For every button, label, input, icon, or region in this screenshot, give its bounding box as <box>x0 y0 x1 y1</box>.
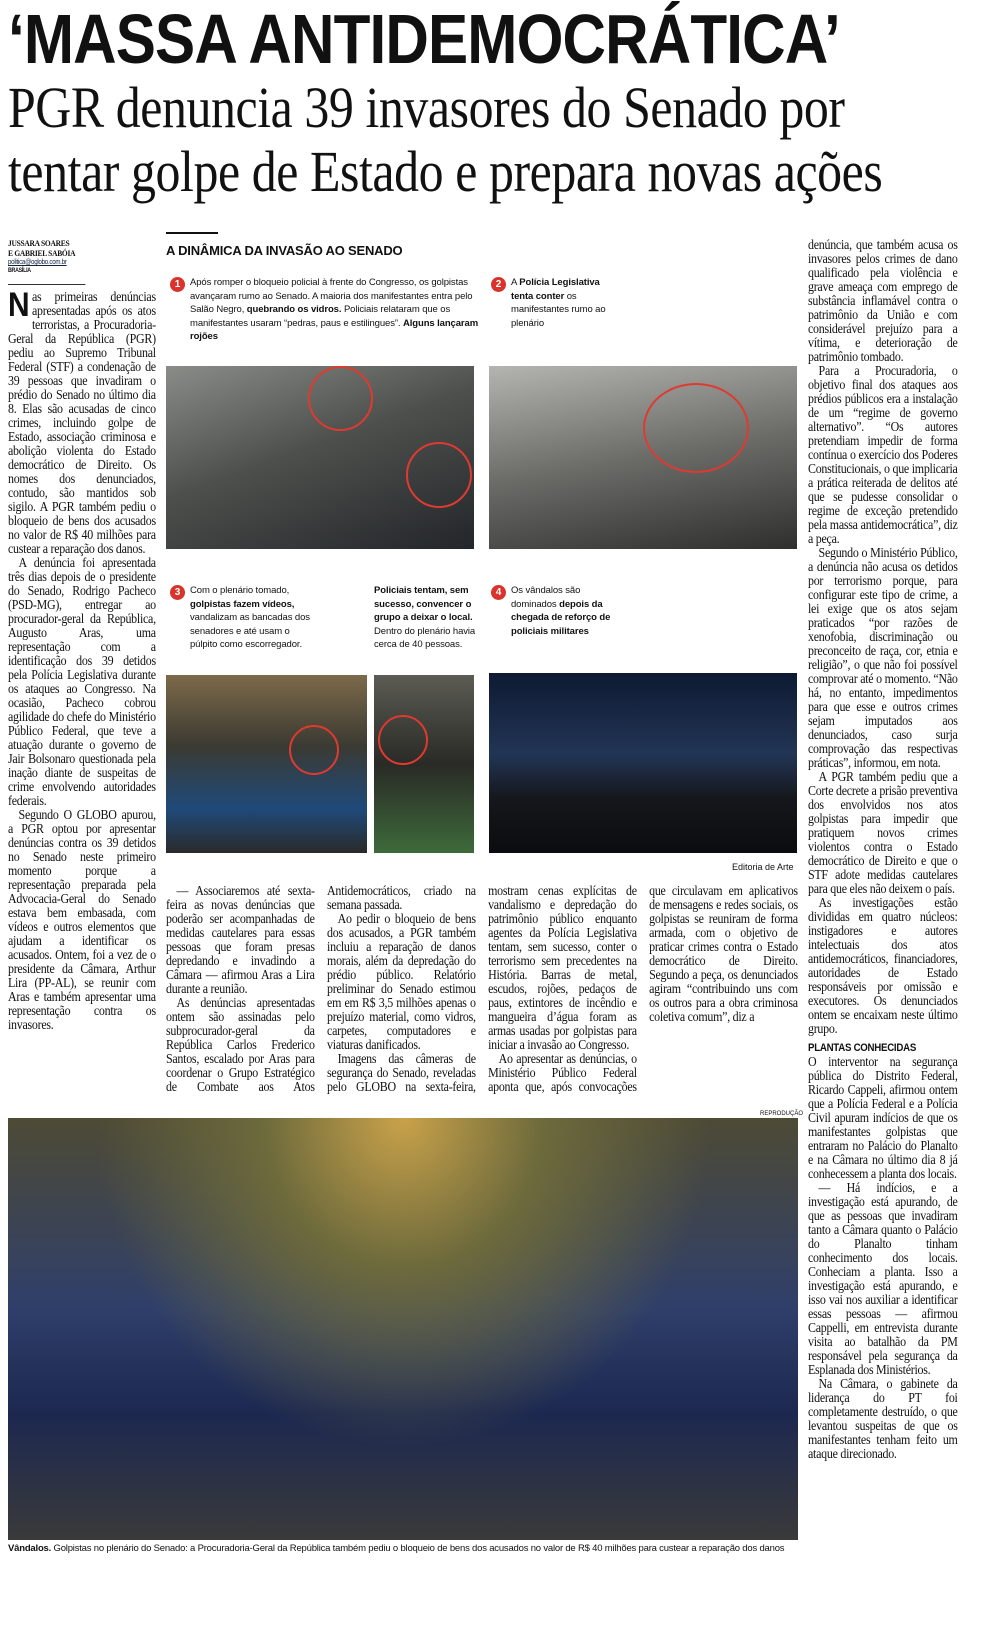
divider <box>8 284 85 285</box>
headline-line-2: tentar golpe de Estado e prepara novas ações <box>8 139 883 204</box>
text: os manifestantes rumo ao plenário <box>511 290 606 329</box>
police-negotiation-photo <box>374 675 474 853</box>
paragraph: Segundo o Ministério Público, a denúncia não acusa os detidos por terrorismo porque, para configurar este tipo de crime, a lei exige que os atos sejam praticados “por razões de xenofobia, discriminação ou preconceito de raça, cor, etnia e religião”, o que não foi possível comprovar até o momento. “Não há, no entanto, impedimentos para que esse e outros crimes sejam imputados aos denunciados, caso surja comprovação das respectivas práticas”, informou, em nota. <box>808 545 958 770</box>
photo-credit: REPRODUÇÃO <box>760 1111 804 1117</box>
article-column-1 <box>8 238 156 1032</box>
text: vandalizam as bancadas dos senadores e até usam o púlpito como escorregador. <box>190 612 310 650</box>
headline-line-1: PGR denuncia 39 invasores do Senado por <box>8 75 845 140</box>
paragraph: Imagens das câmeras de segurança do Senado, reveladas pelo GLOBO na sexta-feira, mostram cenas explícitas de vandalismo e depredação do patrimônio público enquanto agentes da Polícia Legislativa tentam, sem sucesso, conter o terrorismo sem precedentes na História. Barras de metal, escudos, rojões, pedaços de paus, extintores de incêndio e mangueira d’água foram as armas usadas por golpistas para iniciar a invasão ao Congresso. <box>327 883 637 1094</box>
text: depois da chegada de reforço de policiais militares <box>511 598 611 637</box>
step-4-text <box>511 584 621 638</box>
dateline: BRASÍLIA <box>8 268 31 274</box>
paragraph: As investigações estão divididas em quatro núcleos: instigadores e autores intelectuais dos atos antidemocráticos, financiadores, autoridades de Estado responsáveis por omissão e executores. Os denunciados ontem se encaixam neste último grupo. <box>808 895 958 1036</box>
article-columns-bottom <box>166 884 798 1094</box>
text: Alguns lançaram rojões <box>190 317 479 342</box>
paragraph <box>8 286 156 556</box>
paragraph: A denúncia foi apresentada três dias depois de o presidente do Senado, Rodrigo Pacheco (PSD-MG), entregar ao procurador-geral da República, Augusto Aras, uma representação com a identificação dos 39 detidos pela Polícia Legislativa durante os ataques ao Congresso. Na ocasião, Pacheco cobrou agilidade do chefe do Ministério Público Federal, que teve a atuação durante o governo de Jair Bolsonaro questionada pela inação diante de suspeitas de crime envolvendo autoridades federais. <box>8 555 156 808</box>
cctv-photo-police <box>489 366 797 549</box>
text: Os vândalos são dominados <box>511 585 581 610</box>
paragraph: Para a Procuradoria, o objetivo final dos ataques aos prédios públicos era a instalação de um “regime de governo alternativo”. “Os autores pretendiam impedir de forma contínua o exercício dos Poderes Constitucionais, o que implicaria a prática reiterada de delitos até que se pudesse consolidar o regime de exceção pretendido pela massa antidemocrática”, diz a peça. <box>808 363 958 546</box>
drop-cap: N <box>8 286 30 324</box>
cctv-photo-salao-negro <box>166 366 474 549</box>
paragraph: Ao pedir o bloqueio de bens dos acusados, a PGR também incluiu a reparação de danos morais, além da depredação do prédio público. Relatório preliminar do Senado estimou em em R$ 3,5 milhões apenas o prejuízo material, como vidros, carpetes, computadores e viaturas danificados. <box>327 911 476 1052</box>
step-number: 2 <box>491 277 506 292</box>
highlight-circle <box>308 366 373 431</box>
step-1-text <box>190 276 480 344</box>
caption-text: Golpistas no plenário do Senado: a Procuradoria-Geral da República também pediu o bloqueio de bens dos acusados no valor de R$ 40 milhões para custear a reparação dos danos <box>51 1543 785 1554</box>
author: JUSSARA SOARES <box>8 238 70 248</box>
paragraph: — Há indícios, e a investigação está apurando, de que as pessoas que invadiram tanto a Câmara quanto o Palácio do Planalto tinham conhecimento dos locais. Conheciam a planta. Isso a investigação está apurando, e isso vai nos auxiliar a identificar essas pessoas — afirmou Cappelli, em entrevista durante visita ao batalhão da PM responsável pela segurança da Esplanada dos Ministérios. <box>808 1180 958 1377</box>
paragraph: O interventor na segurança pública do Distrito Federal, Ricardo Cappeli, afirmou ontem que a Polícia Federal e a Polícia Civil apuram indícios de que os manifestantes golpistas que entraram no Palácio do Planalto e na Câmara no último dia 8 já conhecessem a planta dos locais. <box>808 1054 958 1181</box>
author: E GABRIEL SABÓIA <box>8 248 76 258</box>
photo-caption <box>8 1543 798 1555</box>
text: quebrando os vidros. <box>246 304 342 315</box>
step-2-text <box>511 276 611 330</box>
paragraph: denúncia, que também acusa os invasores pelos crimes de dano qualificado pela violência e grave ameaça com emprego de substância inflamável contra o patrimônio da União e com considerável prejuízo para a vítima, e deterioração de patrimônio tombado. <box>808 237 958 364</box>
text: Dentro do plenário havia cerca de 40 pessoas. <box>374 625 476 650</box>
highlight-circle <box>406 442 472 508</box>
highlight-circle <box>643 383 749 473</box>
paragraph: Segundo O GLOBO apurou, a PGR optou por apresentar denúncias contra os 39 detidos no Senado neste primeiro momento porque a representação preparada pela Advocacia-Geral do Senado estava bem embasada, com vídeos e outros elementos que ajudam a identificar os acusados. Ontem, foi a vez de o presidente da Câmara, Arthur Lira (PP-AL), se reunir com Aras e também apresentar uma representação contra os invasores. <box>8 807 156 1032</box>
subheading: PLANTAS CONHECIDAS <box>808 1042 917 1054</box>
caption-lead: Vândalos. <box>8 1543 52 1554</box>
byline <box>8 238 156 258</box>
divider <box>166 232 218 234</box>
plenary-photo <box>166 675 367 853</box>
text: Policiais tentam, sem sucesso, convencer o grupo a deixar o local. <box>374 585 473 623</box>
text: golpistas fazem vídeos, <box>190 598 295 610</box>
kicker-headline: ‘MASSA ANTIDEMOCRÁTICA’ <box>8 0 840 78</box>
military-police-photo <box>489 673 797 853</box>
text: A <box>511 277 520 288</box>
senate-plenary-main-photo <box>8 1118 798 1540</box>
infographic-title: A DINÂMICA DA INVASÃO AO SENADO <box>166 243 403 258</box>
paragraph: A PGR também pediu que a Corte decrete a prisão preventiva dos envolvidos nos atos golpistas para impedir que pratiquem novos crimes violentos contra o Estado democrático de Direito e que o STF adote medidas cautelares para que eles não deixem o país. <box>808 769 958 896</box>
paragraph: As denúncias apresentadas ontem são assinadas pelo subprocurador-geral da República Carlos Frederico Santos, escalado por Aras para coordenar o Grupo Estratégico de Combate aos Atos Antidemocráticos, criado na semana passada. <box>166 883 476 1094</box>
step-number: 3 <box>170 585 185 600</box>
text: Polícia Legislativa tenta conter <box>511 277 600 302</box>
infographic-credit: Editoria de Arte <box>732 862 794 872</box>
text: Com o plenário tomado, <box>190 585 290 596</box>
highlight-circle <box>289 725 339 775</box>
step-number: 1 <box>170 277 185 292</box>
text: Policiais relataram que os manifestantes usaram “pedras, paus e estilingues”. <box>190 304 451 329</box>
article-column-right <box>808 238 958 1461</box>
step-number: 4 <box>491 585 506 600</box>
paragraph: Na Câmara, o gabinete da liderança do PT foi completamente destruído, o que levantou suspeitas de que os manifestantes tenham feito um ataque direcionado. <box>808 1376 958 1461</box>
email-link[interactable]: politica@oglobo.com.br <box>8 259 67 266</box>
step-3b-text <box>374 584 479 652</box>
paragraph: Ao apresentar as denúncias, o Ministério Público Federal aponta que, após convocações que circulavam em aplicativos de mensagens e redes sociais, os golpistas se reuniram de forma armada, com o objetivo de praticar crimes contra o Estado democrático de Direito. Segundo a peça, os denunciados agiram “contribuindo uns com os outros para a obra criminosa coletiva comum”, diz a <box>488 883 798 1094</box>
paragraph: — Associaremos até sexta-feira as novas denúncias que poderão ser acompanhadas de medidas cautelares para essas pessoas que foram presas depredando e invadindo a Câmara — afirmou Aras a Lira durante a reunião. <box>166 883 315 996</box>
paragraph-text: as primeiras denúncias apresentadas após os atos terroristas, a Procuradoria-Geral da República (PGR) pediu ao Supremo Tribunal Federal (STF) a condenação de 39 pessoas que invadiram o prédio do Senado no último dia 8. Elas são acusadas de cinco crimes, incluindo golpe de Estado, associação criminosa e abolição violenta do Estado democrático de Direito. Os nomes dos denunciados, contudo, são mantidos sob sigilo. A PGR também pediu o bloqueio de bens dos acusados no valor de R$ 40 milhões para custear a reparação dos danos. <box>8 289 156 556</box>
step-3-text <box>190 584 315 652</box>
text: Após romper o bloqueio policial à frente do Congresso, os golpistas avançaram rumo ao Senado. A maioria dos manifestantes entra pelo Salão Negro, <box>190 277 473 315</box>
main-headline <box>8 76 882 204</box>
highlight-circle <box>378 715 428 765</box>
